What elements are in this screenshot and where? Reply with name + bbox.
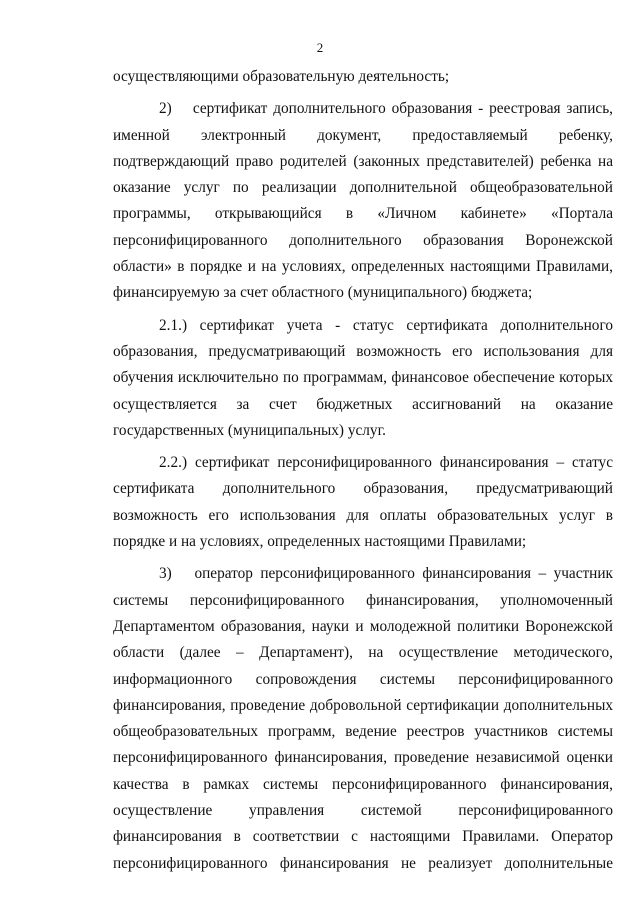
document-body	[113, 64, 613, 877]
paragraph-item-2-2: 2.2.) сертификат персонифицированного финансирования – статус сертификата дополнительного образования, предусматривающий возможность его использования для оплаты образовательных услуг в порядке и на условиях, определенных настоящими Правилами;	[113, 454, 613, 551]
paragraph-item-2: 2) сертификат дополнительного образования - реестровая запись, именной электронный документ, предоставляемый ребенку, подтверждающий право родителей (законных представителей) ребенка на оказание услуг по реализации дополнительной общеобразовательной программы, открывающийся в «Личном кабинете» «Портала персонифицированного дополнительного образования Воронежской области» в порядке и на условиях, определенных настоящими Правилами, финансируемую за счет областного (муниципального) бюджета;	[113, 100, 613, 302]
paragraph-item-2-1: 2.1.) сертификат учета - статус сертификата дополнительного образования, предусматривающий возможность его использования для обучения исключительно по программам, финансовое обеспечение которых осуществляется за счет бюджетных ассигнований на оказание государственных (муниципальных) услуг.	[113, 316, 613, 439]
paragraph-item-3: 3) оператор персонифицированного финансирования – участник системы персонифицированного финансирования, уполномоченный Департаментом образования, науки и молодежной политики Воронежской области (далее – Департамент), на осуществление методического, информационного сопровождения системы персонифицированного финансирования, проведение добровольной сертификации дополнительных общеобразовательных программ, ведение реестров участников системы персонифицированного финансирования, проведение независимой оценки качества в рамках системы персонифицированного финансирования, осуществление управления системой персонифицированного финансирования в соответствии с настоящими Правилами. Оператор персонифицированного финансирования не реализует дополнительные	[113, 565, 613, 872]
page-number: 2	[316, 40, 324, 55]
paragraph-continuation: осуществляющими образовательную деятельность;	[113, 68, 450, 85]
